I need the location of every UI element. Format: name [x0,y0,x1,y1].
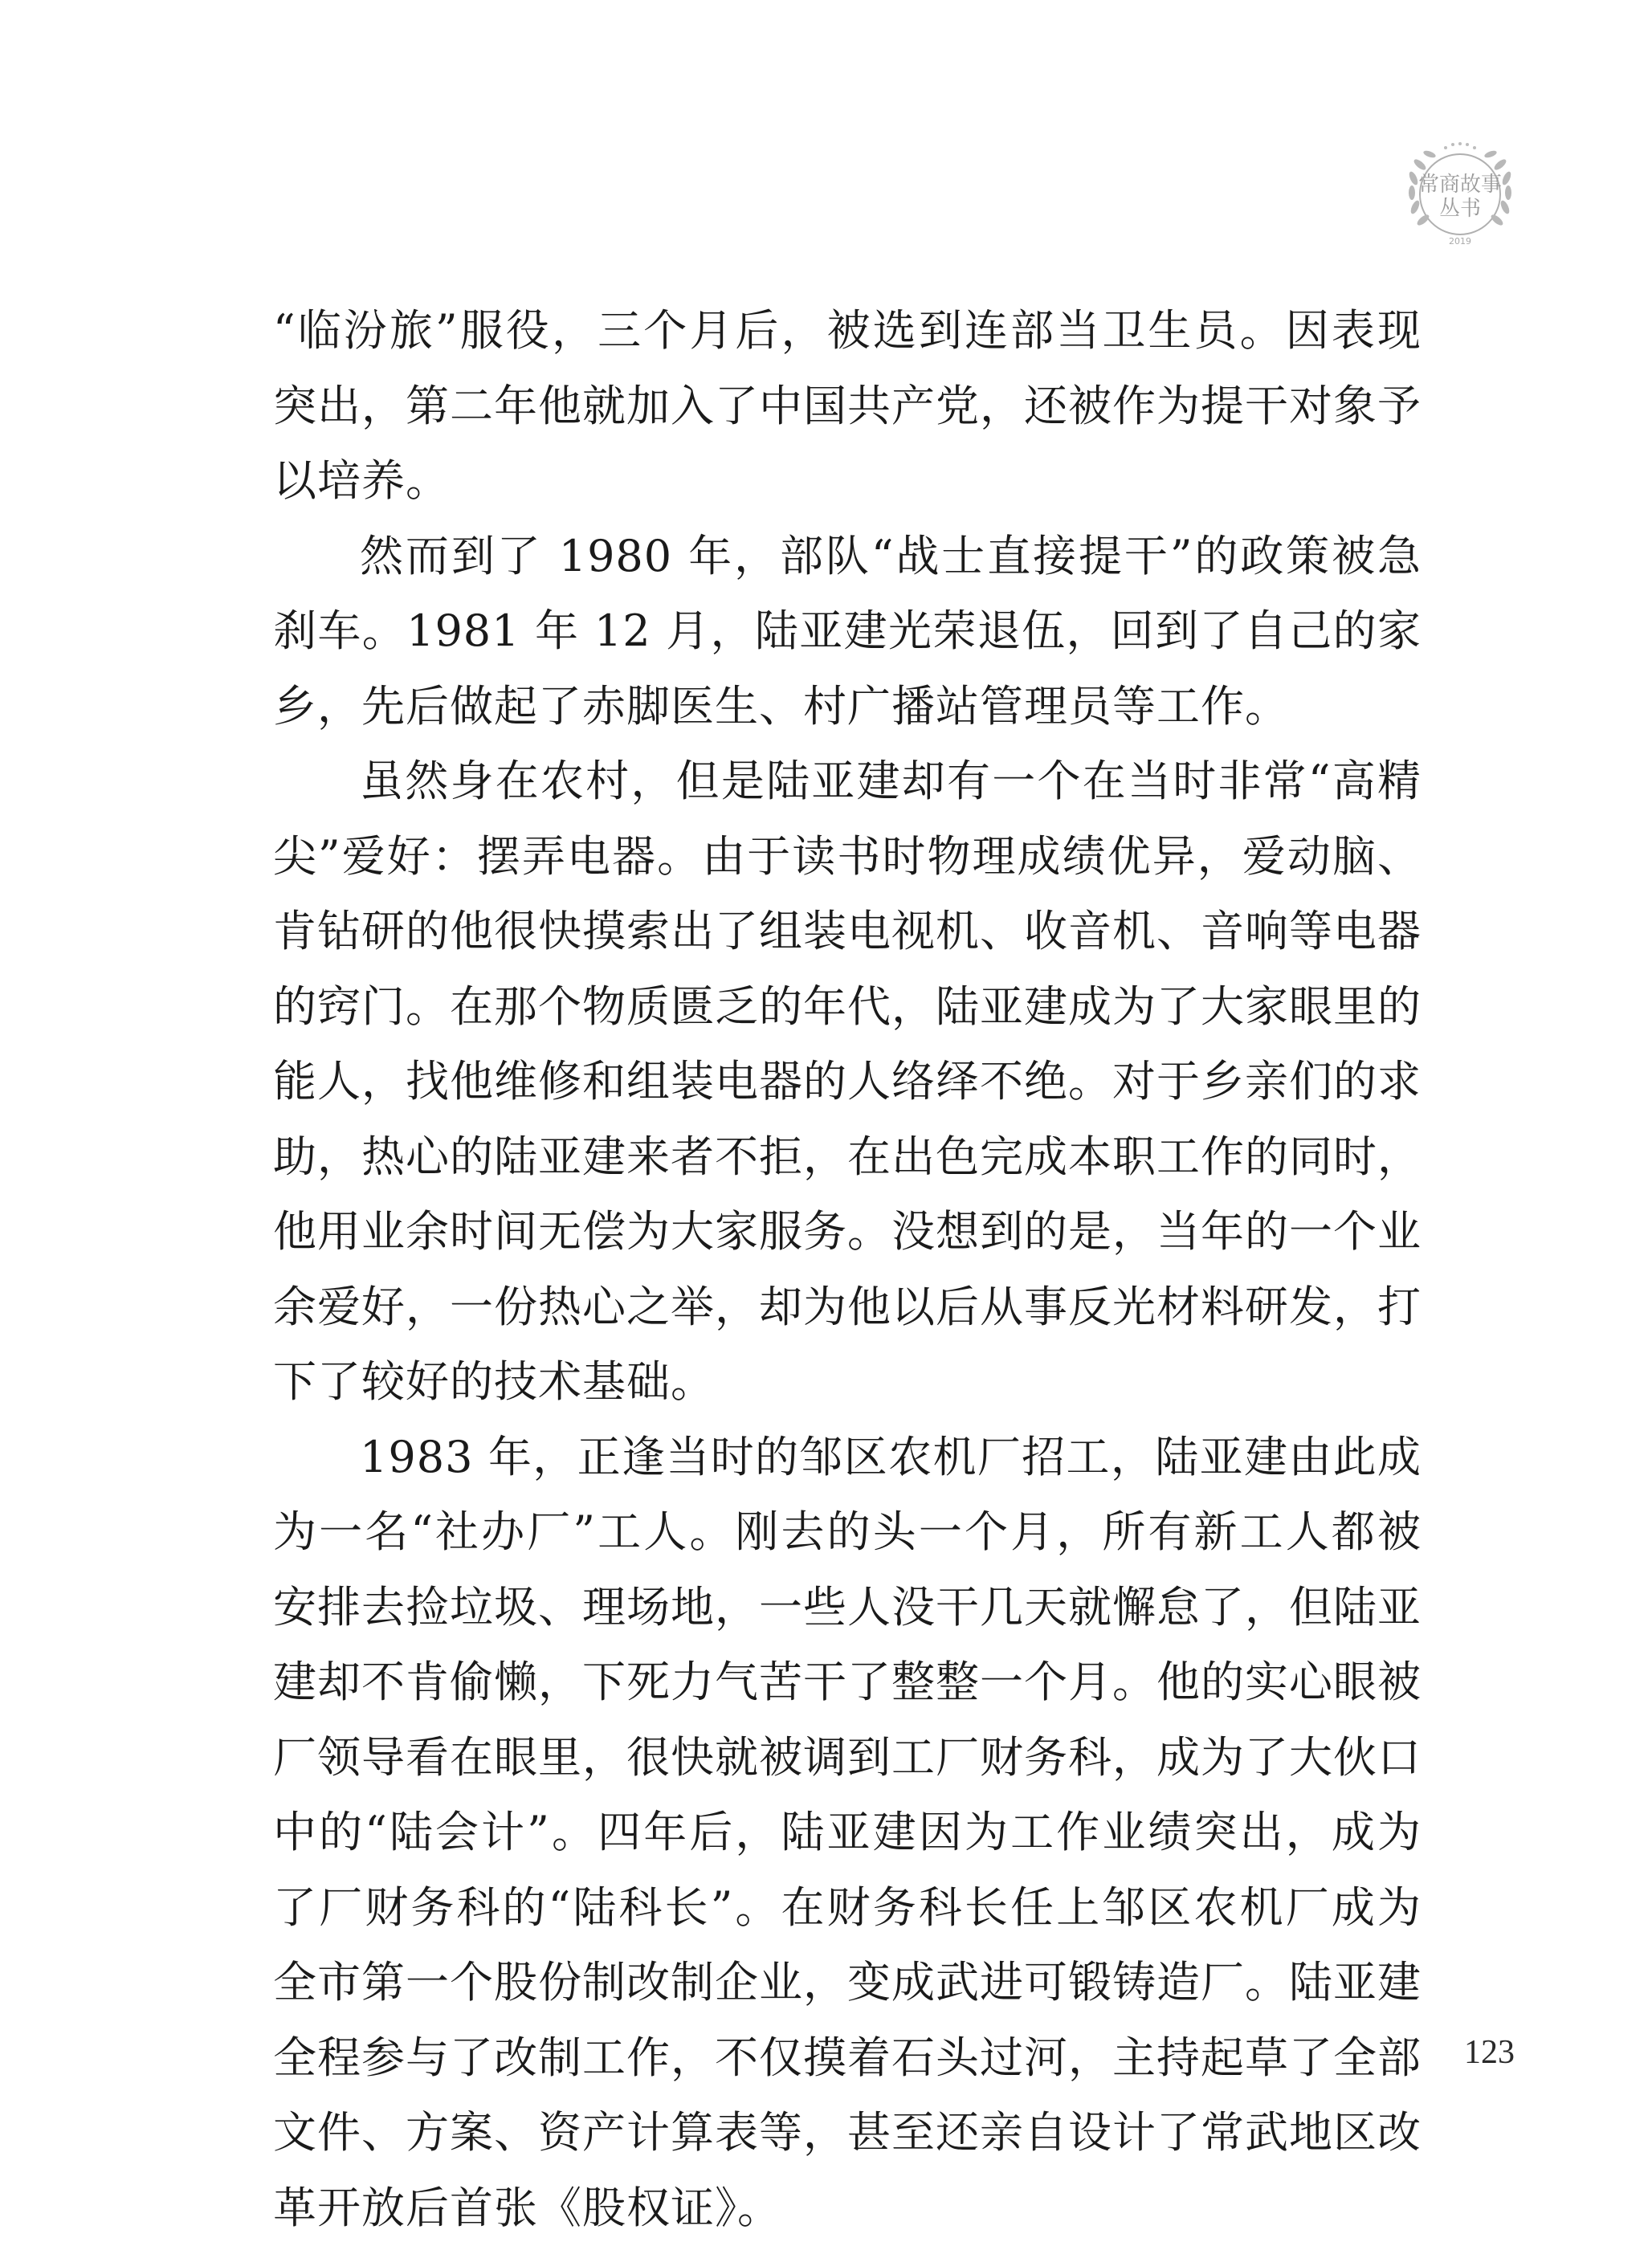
seal-year: 2019 [1449,236,1471,247]
body-text [273,293,1422,2245]
seal-line-1: 常商故事 [1417,173,1503,197]
series-seal-logo [1396,130,1524,259]
paragraph: 然而到了 1980 年，部队“战士直接提干”的政策被急刹车。1981 年 12 月，陆亚建光荣退伍，回到了自己的家乡，先后做起了赤脚医生、村广播站管理员等工作。 [273,530,1422,732]
laurel-wreath-icon [1396,130,1524,259]
paragraph: “临汾旅”服役，三个月后，被选到连部当卫生员。因表现突出，第二年他就加入了中国共产党，还被作为提干对象予以培养。 [273,305,1422,506]
paragraph: 虽然身在农村，但是陆亚建却有一个在当时非常“高精尖”爱好：摆弄电器。由于读书时物理成绩优异，爱动脑、肯钻研的他很快摸索出了组装电视机、收音机、音响等电器的窍门。在那个物质匮乏的年代，陆亚建成为了大家眼里的能人，找他维修和组装电器的人络绎不绝。对于乡亲们的求助，热心的陆亚建来者不拒，在出色完成本职工作的同时，他用业余时间无偿为大家服务。没想到的是，当年的一个业余爱好，一份热心之举，却为他以后从事反光材料研发，打下了较好的技术基础。 [273,756,1422,1407]
seal-line-2: 丛书 [1438,197,1482,221]
paragraph: 1983 年，正逢当时的邹区农机厂招工，陆亚建由此成为一名“社办厂”工人。刚去的头一个月，所有新工人都被安排去捡垃圾、理场地，一些人没干几天就懈怠了，但陆亚建却不肯偷懒，下死力气苦干了整整一个月。他的实心眼被厂领导看在眼里，很快就被调到工厂财务科，成为了大伙口中的“陆会计”。四年后，陆亚建因为工作业绩突出，成为了厂财务科的“陆科长”。在财务科长任上邹区农机厂成为全市第一个股份制改制企业，变成武进可锻铸造厂。陆亚建全程参与了改制工作，不仅摸着石头过河，主持起草了全部文件、方案、资产计算表等，甚至还亲自设计了常武地区改革开放后首张《股权证》。 [273,1431,1422,2233]
page-number: 123 [1464,2034,1515,2071]
